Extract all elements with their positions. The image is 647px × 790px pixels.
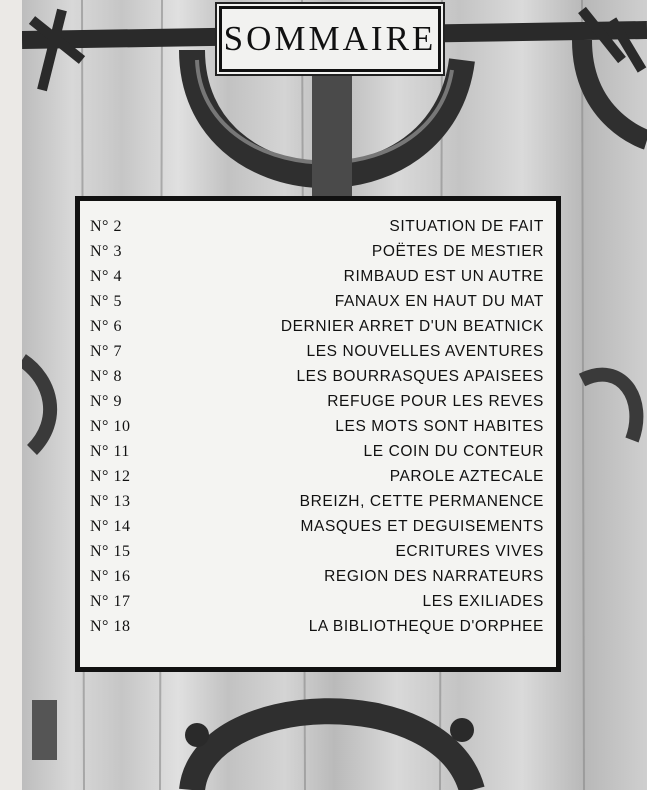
- issue-title: REGION DES NARRATEURS: [324, 568, 544, 585]
- issue-title: LES EXILIADES: [422, 593, 544, 610]
- issue-number: N° 10: [90, 418, 131, 435]
- table-of-contents: [75, 196, 561, 672]
- issue-title: LES NOUVELLES AVENTURES: [306, 343, 544, 360]
- toc-row: [80, 593, 556, 618]
- issue-title: LA BIBLIOTHEQUE D'ORPHEE: [308, 618, 544, 635]
- issue-number: N° 11: [90, 443, 130, 460]
- issue-number: N° 17: [90, 593, 131, 610]
- issue-title: PAROLE AZTECALE: [389, 468, 544, 485]
- issue-title: ECRITURES VIVES: [395, 543, 544, 560]
- issue-number: N° 2: [90, 218, 122, 235]
- issue-title: LES MOTS SONT HABITES: [335, 418, 544, 435]
- issue-title: REFUGE POUR LES REVES: [327, 393, 544, 410]
- issue-title: RIMBAUD EST UN AUTRE: [343, 268, 544, 285]
- issue-title: POËTES DE MESTIER: [371, 243, 544, 260]
- issue-number: N° 15: [90, 543, 131, 560]
- toc-row: [80, 468, 556, 493]
- issue-number: N° 9: [90, 393, 122, 410]
- issue-number: N° 4: [90, 268, 122, 285]
- toc-row: [80, 543, 556, 568]
- toc-row: [80, 293, 556, 318]
- issue-number: N° 12: [90, 468, 131, 485]
- issue-number: N° 16: [90, 568, 131, 585]
- page-title: SOMMAIRE: [223, 19, 437, 58]
- issue-title: LES BOURRASQUES APAISEES: [296, 368, 544, 385]
- toc-row: [80, 243, 556, 268]
- toc-row: [80, 393, 556, 418]
- issue-title: MASQUES ET DEGUISEMENTS: [300, 518, 544, 535]
- issue-number: N° 18: [90, 618, 131, 635]
- toc-row: [80, 343, 556, 368]
- toc-row: [80, 518, 556, 543]
- toc-row: [80, 443, 556, 468]
- issue-number: N° 5: [90, 293, 122, 310]
- issue-title: BREIZH, CETTE PERMANENCE: [299, 493, 544, 510]
- issue-title: LE COIN DU CONTEUR: [363, 443, 544, 460]
- toc-row: [80, 268, 556, 293]
- issue-title: FANAUX EN HAUT DU MAT: [334, 293, 544, 310]
- page-margin: [0, 0, 22, 790]
- toc-row: [80, 618, 556, 643]
- toc-row: [80, 218, 556, 243]
- issue-number: N° 13: [90, 493, 131, 510]
- toc-row: [80, 568, 556, 593]
- title-box: [219, 6, 441, 72]
- issue-number: N° 3: [90, 243, 122, 260]
- toc-row: [80, 318, 556, 343]
- toc-row: [80, 368, 556, 393]
- issue-number: N° 8: [90, 368, 122, 385]
- issue-number: N° 14: [90, 518, 131, 535]
- issue-number: N° 6: [90, 318, 122, 335]
- toc-row: [80, 493, 556, 518]
- issue-title: SITUATION DE FAIT: [389, 218, 544, 235]
- issue-title: DERNIER ARRET D'UN BEATNICK: [280, 318, 544, 335]
- toc-row: [80, 418, 556, 443]
- issue-number: N° 7: [90, 343, 122, 360]
